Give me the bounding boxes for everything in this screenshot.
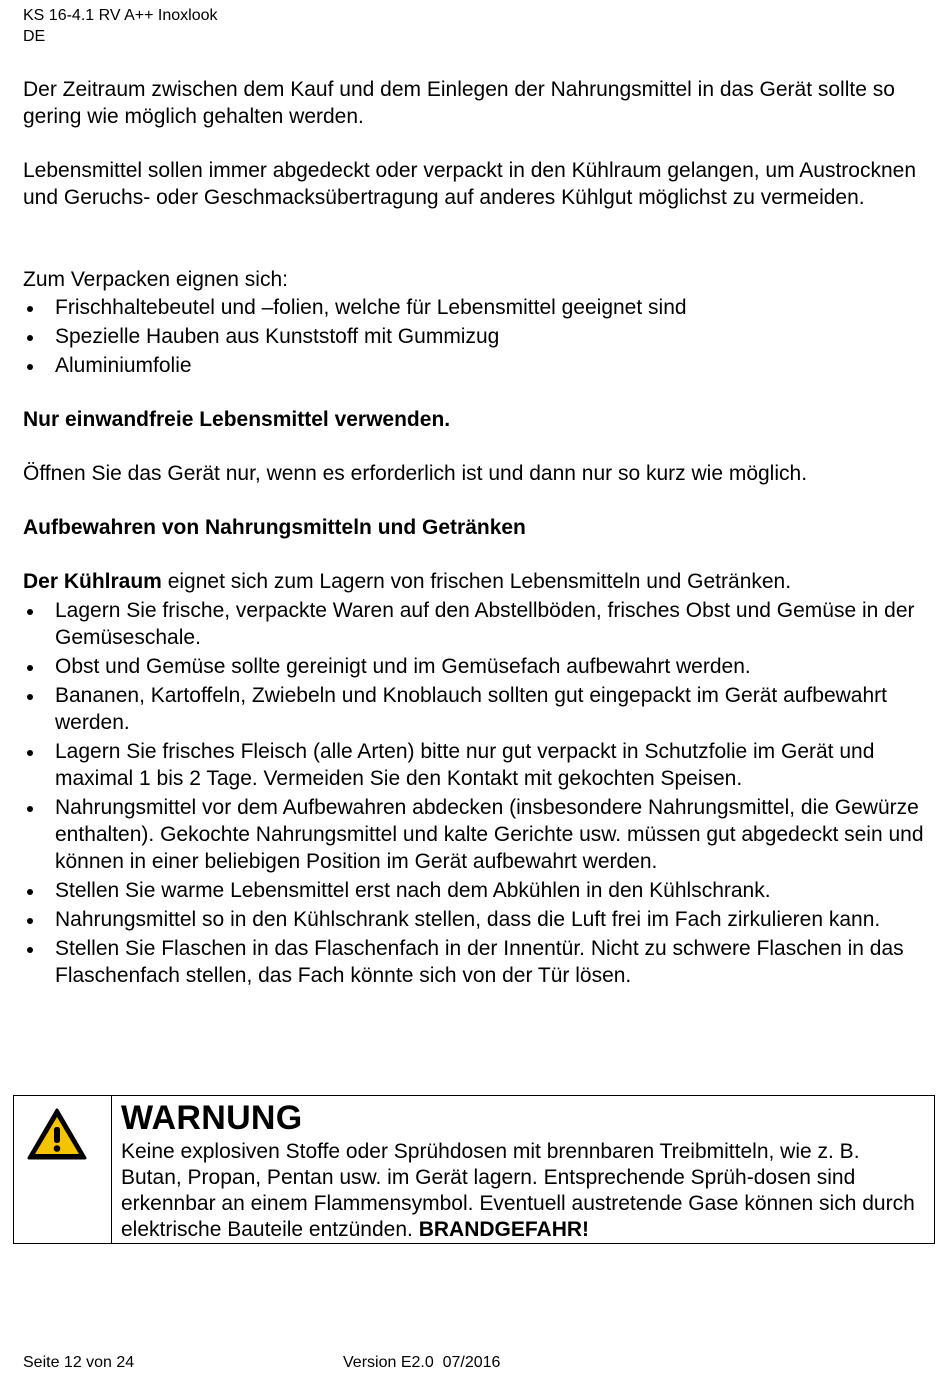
document-language-code: DE xyxy=(23,28,46,45)
storage-tips-list xyxy=(23,597,928,989)
paragraph-covered-food: Lebensmittel sollen immer abgedeckt oder verpackt in den Kühlraum gelangen, um Austrocknen und Geruchs- oder Geschmacksübertragung auf anderes Kühlgut möglichst zu vermeiden. xyxy=(23,159,917,209)
section-intro xyxy=(23,568,928,595)
document-version: Version E2.0 07/2016 xyxy=(343,1354,501,1371)
list-item: Bananen, Kartoffeln, Zwiebeln und Knoblauch sollten gut eingepackt im Gerät aufbewahrt werden. xyxy=(23,682,928,736)
list-item: Nahrungsmittel vor dem Aufbewahren abdecken (insbesondere Nahrungsmittel, die Gewürze enthalten). Gekochte Nahrungsmittel und kalte Gerichte usw. müssen gut abgedeckt sein und können in einer beliebigen Position im Gerät aufbewahrt werden. xyxy=(23,794,928,875)
list-item: Obst und Gemüse sollte gereinigt und im Gemüsefach aufbewahrt werden. xyxy=(23,653,928,680)
bold-note-flawless-food: Nur einwandfreie Lebensmittel verwenden. xyxy=(23,408,451,431)
list-item: Frischhaltebeutel und –folien, welche für Lebensmittel geeignet sind xyxy=(23,294,928,321)
list-item: Nahrungsmittel so in den Kühlschrank stellen, dass die Luft frei im Fach zirkulieren kann. xyxy=(23,906,928,933)
paragraph-storage-time: Der Zeitraum zwischen dem Kauf und dem Einlegen der Nahrungsmittel in das Gerät sollte so gering wie möglich gehalten werden. xyxy=(23,78,895,128)
warning-triangle-icon xyxy=(26,1107,88,1161)
intro-text: eignet sich zum Lagern von frischen Lebensmitteln und Getränken. xyxy=(161,570,792,593)
warning-text-cell xyxy=(112,1096,934,1243)
warning-icon-cell xyxy=(14,1096,112,1243)
list-item: Lagern Sie frisches Fleisch (alle Arten) bitte nur gut verpackt in Schutzfolie im Gerät und maximal 1 bis 2 Tage. Vermeiden Sie den Kontakt mit gekochten Speisen. xyxy=(23,738,928,792)
warning-body-text: Keine explosiven Stoffe oder Sprühdosen mit brennbaren Treibmitteln, wie z. B. Butan, Propan, Pentan usw. im Gerät lagern. Entsprechende Sprüh-dosen sind erkennbar an einem Flammensymbol. Eventuell austretende Gase können sich durch elektrische Bauteile entzünden. xyxy=(121,1140,915,1241)
intro-bold-term: Der Kühlraum xyxy=(23,570,162,593)
list-item: Aluminiumfolie xyxy=(23,352,928,379)
document-model-header: KS 16-4.1 RV A++ Inoxlook xyxy=(23,7,218,24)
warning-box xyxy=(13,1095,935,1244)
list-item: Spezielle Hauben aus Kunststoff mit Gummizug xyxy=(23,323,928,350)
page-number: Seite 12 von 24 xyxy=(23,1354,135,1371)
list-item: Lagern Sie frische, verpackte Waren auf den Abstellböden, frisches Obst und Gemüse in der Gemüseschale. xyxy=(23,597,928,651)
warning-title: WARNUNG xyxy=(121,1099,303,1137)
wrapping-materials-list xyxy=(23,294,928,379)
list-item: Stellen Sie warme Lebensmittel erst nach dem Abkühlen in den Kühlschrank. xyxy=(23,877,928,904)
warning-fire-hazard: BRANDGEFAHR! xyxy=(418,1218,590,1241)
paragraph-open-door-briefly: Öffnen Sie das Gerät nur, wenn es erforderlich ist und dann nur so kurz wie möglich. xyxy=(23,462,808,485)
paragraph-wrapping-intro: Zum Verpacken eignen sich: xyxy=(23,268,288,291)
warning-body xyxy=(121,1139,922,1243)
section-heading-storage: Aufbewahren von Nahrungsmitteln und Getränken xyxy=(23,516,526,539)
list-item: Stellen Sie Flaschen in das Flaschenfach in der Innentür. Nicht zu schwere Flaschen in das Flaschenfach stellen, das Fach könnte sich von der Tür lösen. xyxy=(23,935,928,989)
